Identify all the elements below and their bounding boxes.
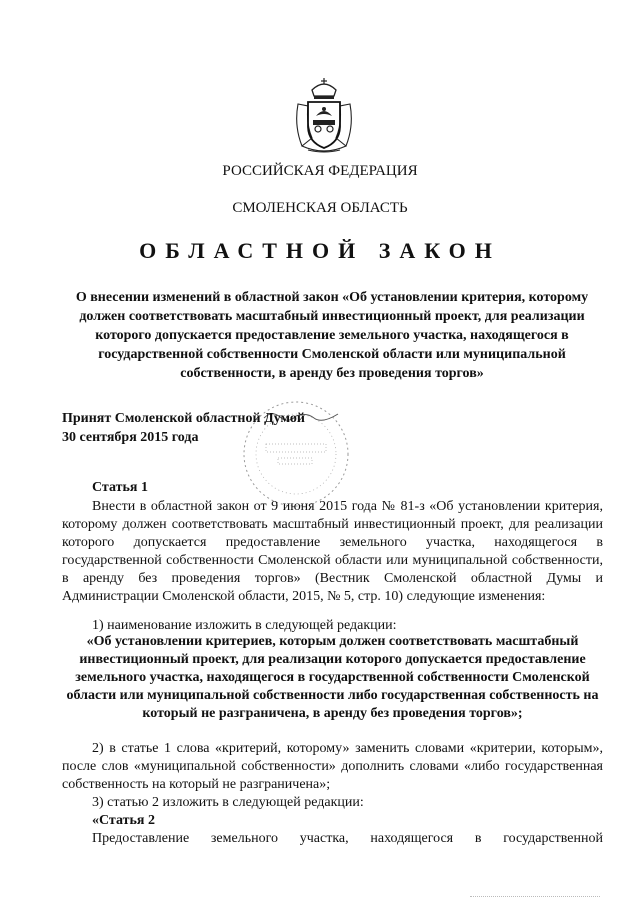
coat-of-arms-emblem	[288, 76, 360, 154]
quoted-article-2-text: Предоставление земельного участка, находящегося в государственной	[92, 831, 603, 846]
adopted-by: Принят Смоленской областной Думой	[62, 411, 305, 426]
item-1: 1) наименование изложить в следующей редакции:	[92, 618, 397, 633]
law-type-title: ОБЛАСТНОЙ ЗАКОН	[139, 238, 501, 263]
law-subject: О внесении изменений в областной закон «Об установлении критерия, которому должен соответствовать масштабный инвестиционный проект, для реализации которого допускается предоставление земельного участка, находящегося в государственной собственности Смоленской области или муниципальной собственности, в аренду без проведения торгов»	[75, 290, 589, 381]
new-law-title: «Об установлении критериев, которым должен соответствовать масштабный инвестиционный проект, для реализации которого допускается предоставление земельного участка, находящегося в государственной собственности Смоленской области или муниципальной собственности либо государственная собственность на который не разграничена, в аренду без проведения торгов»;	[66, 634, 599, 721]
country-heading: РОССИЙСКАЯ ФЕДЕРАЦИЯ	[222, 163, 418, 179]
adoption-date: 30 сентября 2015 года	[62, 430, 199, 445]
article-1-heading: Статья 1	[92, 480, 148, 495]
item-2: 2) в статье 1 слова «критерий, которому» заменить словами «критерии, которым», после слов «муниципальной собственности» дополнить словами «либо государственная собственность на который не разграничена»;	[62, 741, 603, 792]
item-3: 3) статью 2 изложить в следующей редакции:	[92, 795, 364, 810]
article-1-intro: Внести в областной закон от 9 июня 2015 года № 81-з «Об установлении критерия, которому должен соответствовать масштабный инвестиционный проект, для реализации которого допускается предоставление земельного участка, находящегося в государственной собственности Смоленской области или муниципальной собственности, в аренду без проведения торгов» (Вестник Смоленской областной Думы и Администрации Смоленской области, 2015, № 5, стр. 10) следующие изменения:	[62, 499, 603, 604]
scan-artifact-line	[470, 894, 600, 897]
adoption-info	[62, 409, 305, 447]
quoted-article-2-heading: «Статья 2	[92, 813, 155, 828]
region-heading: СМОЛЕНСКАЯ ОБЛАСТЬ	[232, 200, 408, 216]
